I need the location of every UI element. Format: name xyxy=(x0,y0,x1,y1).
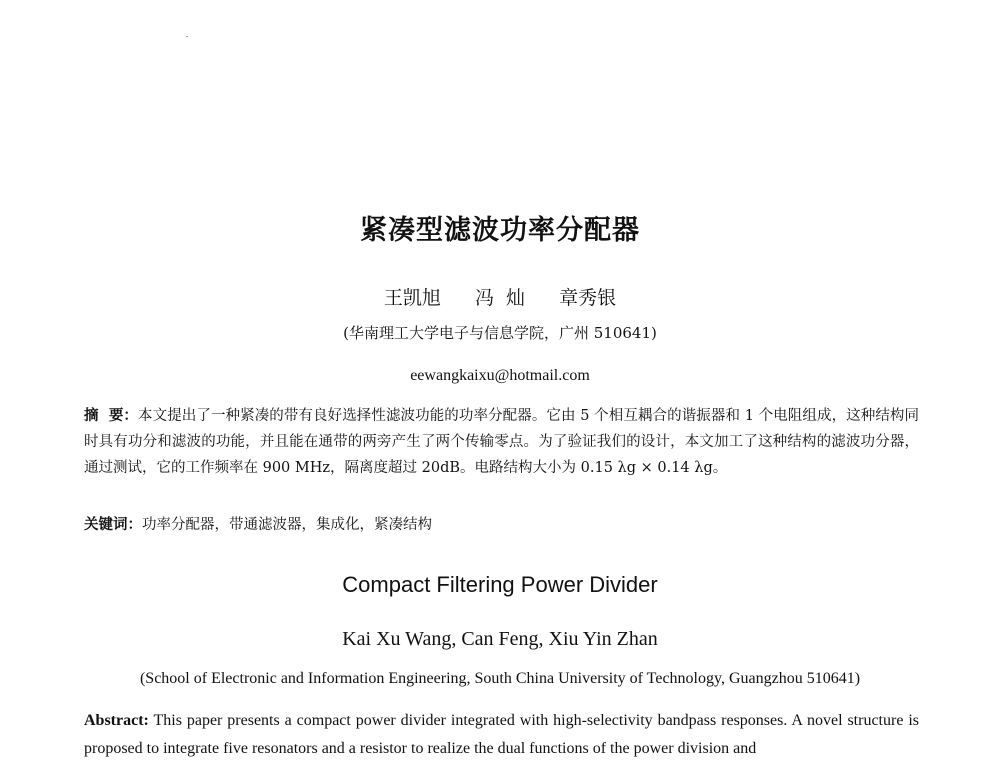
author-2: 冯 灿 xyxy=(474,287,526,309)
scan-speck xyxy=(186,36,188,37)
english-abstract-text: This paper presents a compact power divider integrated with high-selectivity bandpass responses. A novel structure is proposed to integrate five resonators and a resistor to realize the dual functions of the power division and xyxy=(84,712,923,757)
english-abstract xyxy=(84,707,923,763)
chinese-abstract xyxy=(84,403,919,481)
chinese-title: 紧凑型滤波功率分配器 xyxy=(360,215,640,246)
chinese-abstract-text: 本文提出了一种紧凑的带有良好选择性滤波功能的功率分配器。它由 5 个相互耦合的谐振器和 1 个电阻组成，这种结构同时具有功分和滤波的功能，并且能在通带的两旁产生了两个传输零点。为了验证我们的设计，本文加工了这种结构的滤波功分器，通过测试，它的工作频率在 900 MHz，隔离度超过 20dB。电路结构大小为 0.15 λg × 0.14 λg。 xyxy=(84,408,919,476)
chinese-authors xyxy=(0,283,1000,310)
english-authors: Kai Xu Wang, Can Feng, Xiu Yin Zhan xyxy=(342,628,658,650)
chinese-abstract-label: 摘 要： xyxy=(84,408,139,424)
chinese-keywords-text: 功率分配器，带通滤波器，集成化，紧凑结构 xyxy=(142,517,432,533)
english-title: Compact Filtering Power Divider xyxy=(342,572,658,597)
author-1: 王凯旭 xyxy=(383,287,441,309)
english-abstract-label: Abstract: xyxy=(84,712,149,729)
chinese-affiliation: (华南理工大学电子与信息学院，广州 510641) xyxy=(343,324,657,342)
chinese-keywords-label: 关键词： xyxy=(84,517,142,533)
english-affiliation: (School of Electronic and Information Engineering, South China University of Technology, Guangzhou 510641) xyxy=(139,670,861,687)
author-email: eewangkaixu@hotmail.com xyxy=(410,367,590,384)
author-3: 章秀银 xyxy=(559,287,617,309)
chinese-keywords xyxy=(84,512,919,538)
